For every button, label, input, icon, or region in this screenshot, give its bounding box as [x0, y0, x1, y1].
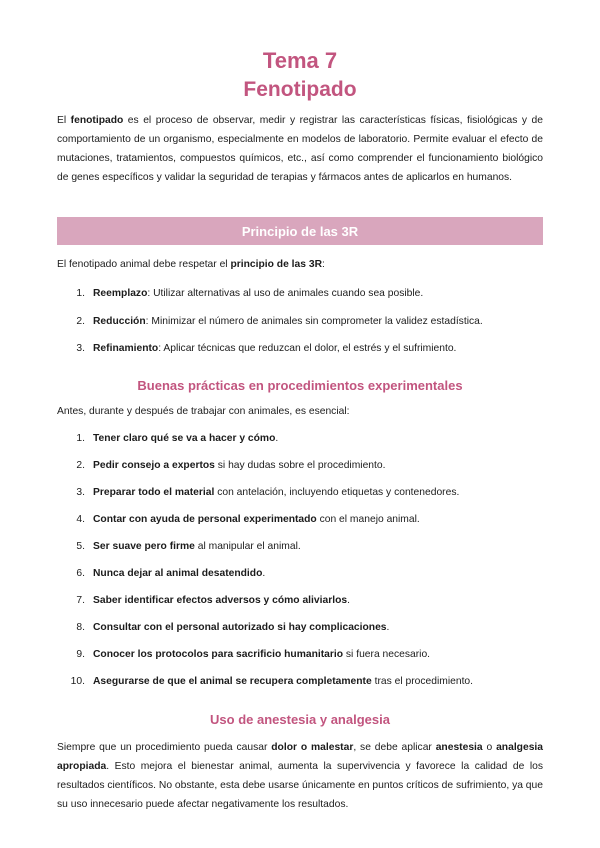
anesthesia-paragraph: Siempre que un procedimiento pueda causar dolor o malestar, se debe aplicar anestesia o analgesia apropiada. Esto mejora el bienestar animal, aumenta la supervivencia y favorece la calidad de los resultados científicos. No obstante, esta debe usarse únicamente en puntos críticos de sufrimiento, ya que su uso innecesario puede afectar negativamente los resultados.	[57, 742, 544, 810]
intro-paragraph: El fenotipado es el proceso de observar, medir y registrar las características físicas, fisiológicas y de comportamiento de un organismo, especialmente en modelos de laboratorio. Permite evaluar el efecto de mutaciones, tratamientos, compuestos químicos, etc., así como comprender el funcionamiento biológico de genes específicos y validar la seguridad de terapias y fármacos antes de aplicarlos en humanos.	[57, 115, 543, 183]
list-item: 4. Contar con ayuda de personal experimentado con el manejo animal.	[76, 514, 420, 525]
section-heading-anesthesia: Uso de anestesia y analgesia	[210, 712, 390, 727]
section-practices-lead: Antes, durante y después de trabajar con animales, es esencial:	[57, 406, 350, 417]
list-item: 6. Nunca dejar al animal desatendido.	[76, 568, 266, 579]
list-item: 1. Reemplazo: Utilizar alternativas al uso de animales cuando sea posible.	[76, 288, 424, 299]
list-item: 1. Tener claro qué se va a hacer y cómo.	[76, 433, 279, 444]
section-heading-practices: Buenas prácticas en procedimientos experimentales	[137, 378, 463, 393]
list-item: 2. Reducción: Minimizar el número de animales sin comprometer la validez estadística.	[76, 316, 483, 327]
list-item: 3. Refinamiento: Aplicar técnicas que reduzcan el dolor, el estrés y el sufrimiento.	[76, 343, 457, 354]
page-title: Tema 7	[262, 48, 338, 73]
list-item: 3. Preparar todo el material con antelación, incluyendo etiquetas y contenedores.	[76, 487, 460, 498]
section-3r-lead: El fenotipado animal debe respetar el principio de las 3R:	[57, 259, 325, 270]
list-item: 8. Consultar con el personal autorizado si hay complicaciones.	[76, 622, 390, 633]
intro-keyword: fenotipado	[70, 115, 124, 126]
list-item: 2. Pedir consejo a expertos si hay dudas sobre el procedimiento.	[76, 460, 386, 471]
section-banner-3r: Principio de las 3R	[57, 217, 543, 245]
list-item: 10. Asegurarse de que el animal se recupera completamente tras el procedimiento.	[70, 676, 474, 687]
list-item: 5. Ser suave pero firme al manipular el animal.	[76, 541, 301, 552]
list-item: 7. Saber identificar efectos adversos y cómo aliviarlos.	[76, 595, 350, 606]
page-subtitle: Fenotipado	[243, 78, 357, 101]
list-item: 9. Conocer los protocolos para sacrificio humanitario si fuera necesario.	[76, 649, 431, 660]
